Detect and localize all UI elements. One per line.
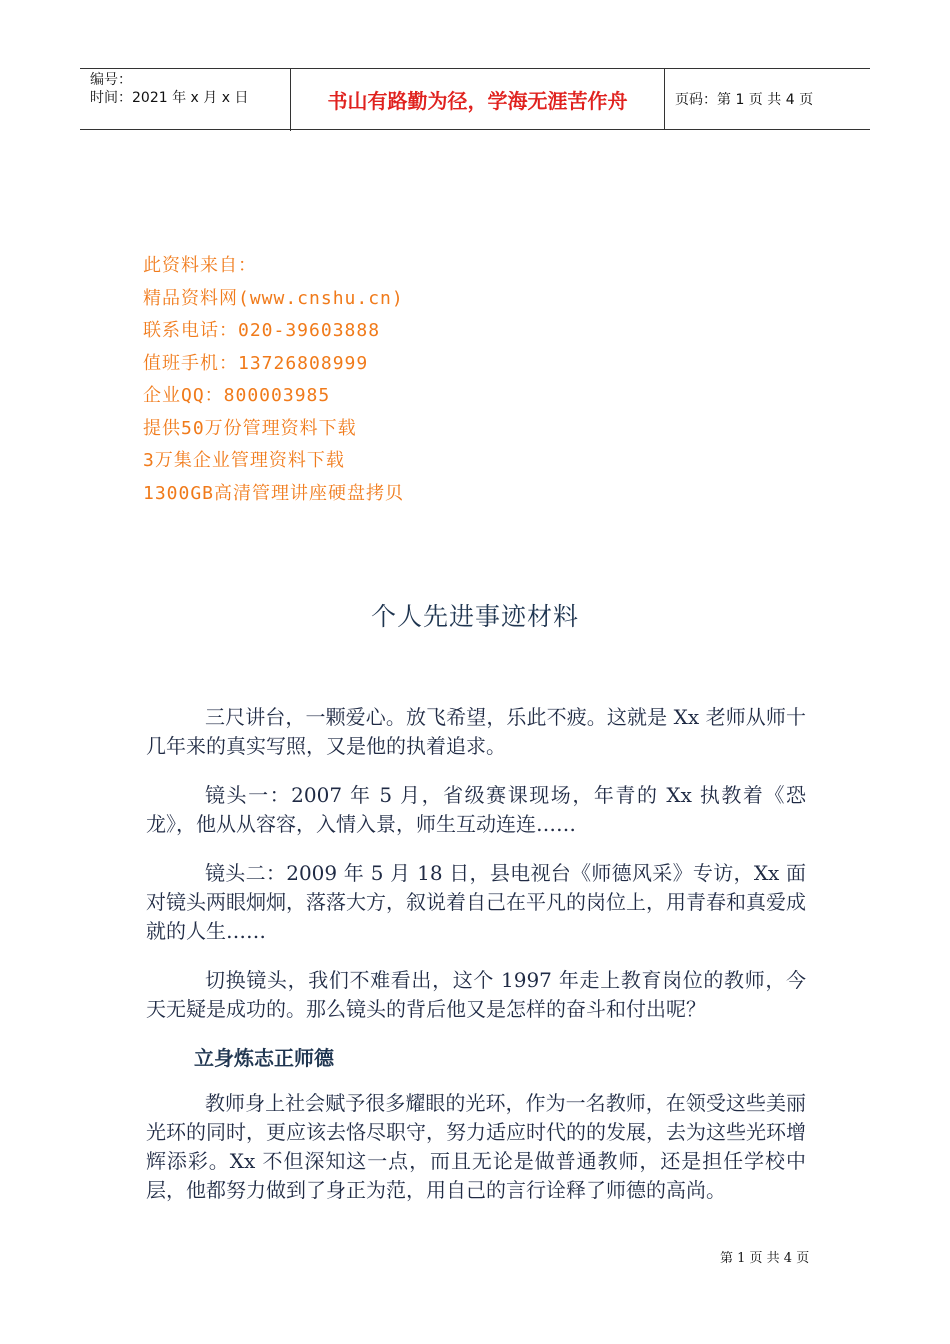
- page-header: [80, 68, 870, 130]
- body-paragraph: 切换镜头，我们不难看出，这个 1997 年走上教育岗位的教师，今天无疑是成功的。那么镜头的背后他又是怎样的奋斗和付出呢？: [146, 968, 806, 1021]
- source-line: 值班手机：13726808999: [143, 352, 369, 374]
- header-motto: [291, 69, 665, 129]
- source-line: 企业QQ：800003985: [143, 385, 331, 406]
- source-line: 联系电话：020-39603888: [143, 320, 381, 341]
- source-info: [143, 250, 404, 510]
- source-line: 3万集企业管理资料下载: [143, 450, 345, 471]
- header-time: 时间：2021 年 x 月 x 日: [90, 90, 249, 106]
- body-paragraph: 三尺讲台，一颗爱心。放飞希望，乐此不疲。这就是 Xx 老师从师十几年来的真实写照，又是他的执着追求。: [146, 705, 806, 758]
- document-title: 个人先进事迹材料: [370, 602, 579, 631]
- section-paragraph: 教师身上社会赋予很多耀眼的光环，作为一名教师，在领受这些美丽光环的同时，更应该去恪尽职守，努力适应时代的的发展，去为这些光环增辉添彩。Xx 不但深知这一点，而且无论是做普通教师，还是担任学校中层，他都努力做到了身正为范，用自己的言行诠释了师德的高尚。: [146, 1091, 806, 1202]
- header-motto-text: 书山有路勤为径，学海无涯苦作舟: [327, 88, 628, 113]
- section-heading: 立身炼志正师德: [194, 1046, 334, 1070]
- source-line: 此资料来自：: [143, 255, 257, 276]
- source-line: 1300GB高清管理讲座硬盘拷贝: [143, 482, 405, 504]
- body-paragraph: 镜头二：2009 年 5 月 18 日，县电视台《师德风采》专访，Xx 面对镜头两眼炯炯，落落大方，叙说着自己在平凡的岗位上，用青春和真爱成就的人生……: [146, 861, 806, 943]
- source-line: 精品资料网(www.cnshu.cn): [143, 287, 404, 309]
- header-meta: [80, 69, 291, 131]
- source-line: 提供50万份管理资料下载: [143, 417, 357, 439]
- header-page-number: [665, 69, 870, 129]
- header-number: 编号：: [90, 72, 132, 88]
- document-body: [146, 703, 806, 1225]
- header-page-text: 页码：第 1 页 共 4 页: [675, 92, 814, 108]
- page-footer: 第 1 页 共 4 页: [720, 1251, 810, 1266]
- body-paragraph: 镜头一：2007 年 5 月，省级赛课现场，年青的 Xx 执教着《恐龙》，他从从容容，入情入景，师生互动连连……: [146, 783, 806, 836]
